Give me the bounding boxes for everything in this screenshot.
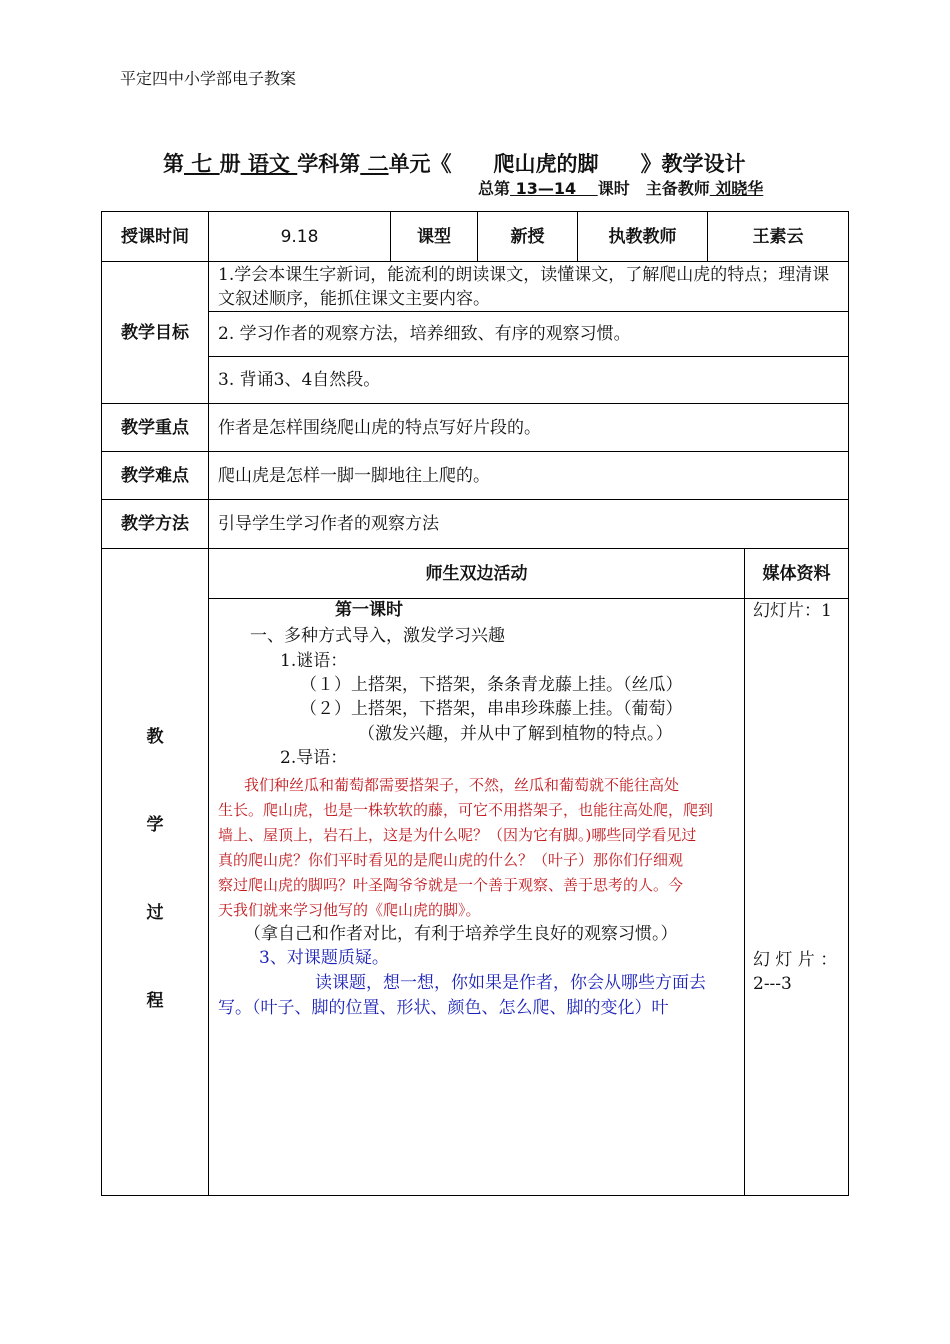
intro-text-line: 墙上、屋顶上，岩石上，这是为什么呢？（因为它有脚。)哪些同学看见过 — [218, 826, 697, 844]
session-heading: 第一课时 — [335, 600, 403, 620]
goal-item: 2. 学习作者的观察方法，培养细致、有序的观察习惯。 — [218, 324, 631, 344]
media-column-header: 媒体资料 — [762, 563, 831, 584]
table-divider — [744, 548, 745, 1196]
media-slide: 幻灯片：1 — [753, 601, 832, 621]
subline-text: 总第 — [478, 179, 511, 198]
intro-text-line: 察过爬山虎的脚吗？叶圣陶爷爷就是一个善于观察、善于思考的人。今 — [218, 876, 684, 894]
question-line: 写。（叶子、脚的位置、形状、颜色、怎么爬、脚的变化）叶 — [218, 998, 669, 1018]
goal-item: 1.学会本课生字新词，能流利的朗读课文，读懂课文，了解爬山虎的特点；理清课文叙述顺序，能抓住课文主要内容。 — [218, 265, 830, 309]
header-note: 平定四中小学部电子教案 — [120, 69, 297, 88]
title-book: 七 — [184, 152, 220, 176]
intro-text-line: 我们种丝瓜和葡萄都需要搭架子，不然，丝瓜和葡萄就不能往高处 — [244, 776, 680, 794]
media-slide: 2---3 — [753, 974, 792, 994]
riddle-line: （１）上搭架，下搭架，条条青龙藤上挂。（丝瓜） — [300, 675, 683, 695]
process-label-char: 过 — [146, 903, 164, 923]
title-subject: 语文 — [240, 152, 298, 176]
teacher-label: 执教教师 — [608, 226, 677, 247]
table-border — [848, 211, 849, 1196]
teacher-value: 王素云 — [752, 226, 804, 247]
title-text: 》教学设计 — [640, 152, 746, 176]
type-label: 课型 — [417, 226, 451, 247]
title-text: 册 — [219, 152, 241, 176]
process-label-char: 教 — [146, 727, 164, 747]
process-label-char: 学 — [146, 815, 164, 835]
goal-item: 3. 背诵3、4自然段。 — [218, 370, 381, 390]
intro-text-line: 真的爬山虎？你们平时看见的是爬山虎的什么？（叶子）那你们仔细观 — [218, 851, 684, 869]
title-lesson: 爬山虎的脚 — [451, 152, 641, 176]
difficulty-label: 教学难点 — [121, 465, 189, 486]
key-point-label: 教学重点 — [121, 417, 189, 438]
difficulty-value: 爬山虎是怎样一脚一脚地往上爬的。 — [218, 465, 490, 486]
compare-note: （拿自己和作者对比，有利于培养学生良好的观察习惯。） — [244, 924, 678, 944]
question-line: 读课题，想一想，你如果是作者，你会从哪些方面去 — [315, 973, 706, 993]
step-heading: 一、多种方式导入，激发学习兴趣 — [250, 626, 505, 646]
time-value: 9.18 — [280, 226, 319, 247]
type-value: 新授 — [510, 226, 545, 247]
media-slide: 幻 灯 片 ： — [753, 950, 838, 970]
process-label — [102, 725, 208, 1077]
title-text: 单元《 — [388, 152, 452, 176]
goals-label: 教学目标 — [121, 322, 189, 343]
intro-text-line: 生长。爬山虎，也是一株软软的藤，可它不用搭架子，也能往高处爬，爬到 — [218, 801, 714, 819]
activity-column-header: 师生双边活动 — [425, 563, 528, 584]
subline-hours: 13—14 — [510, 179, 598, 198]
time-label: 授课时间 — [121, 226, 189, 247]
riddle-heading: 1.谜语： — [280, 651, 348, 671]
subline-text: 课时 主备教师 — [597, 179, 710, 198]
step-heading: 3、对课题质疑。 — [259, 948, 389, 968]
key-point-value: 作者是怎样围绕爬山虎的特点写好片段的。 — [218, 417, 541, 438]
riddle-note: （激发兴趣，并从中了解到植物的特点。） — [358, 724, 673, 744]
riddle-line: （２）上搭架，下搭架，串串珍珠藤上挂。（葡萄） — [300, 699, 683, 719]
title-text: 第 — [163, 152, 184, 176]
method-label: 教学方法 — [121, 514, 189, 534]
table-border — [101, 1195, 849, 1196]
process-label-char: 程 — [146, 991, 164, 1011]
method-value: 引导学生学习作者的观察方法 — [218, 514, 439, 534]
title-text: 学科第 — [297, 152, 361, 176]
subline-teacher: 刘晓华 — [709, 179, 764, 198]
table-divider — [101, 261, 849, 262]
intro-text-line: 天我们就来学习他写的《爬山虎的脚》。 — [218, 901, 481, 919]
title-unit: 二 — [360, 152, 389, 176]
guide-heading: 2.导语： — [280, 748, 348, 768]
table-divider — [208, 211, 209, 1196]
